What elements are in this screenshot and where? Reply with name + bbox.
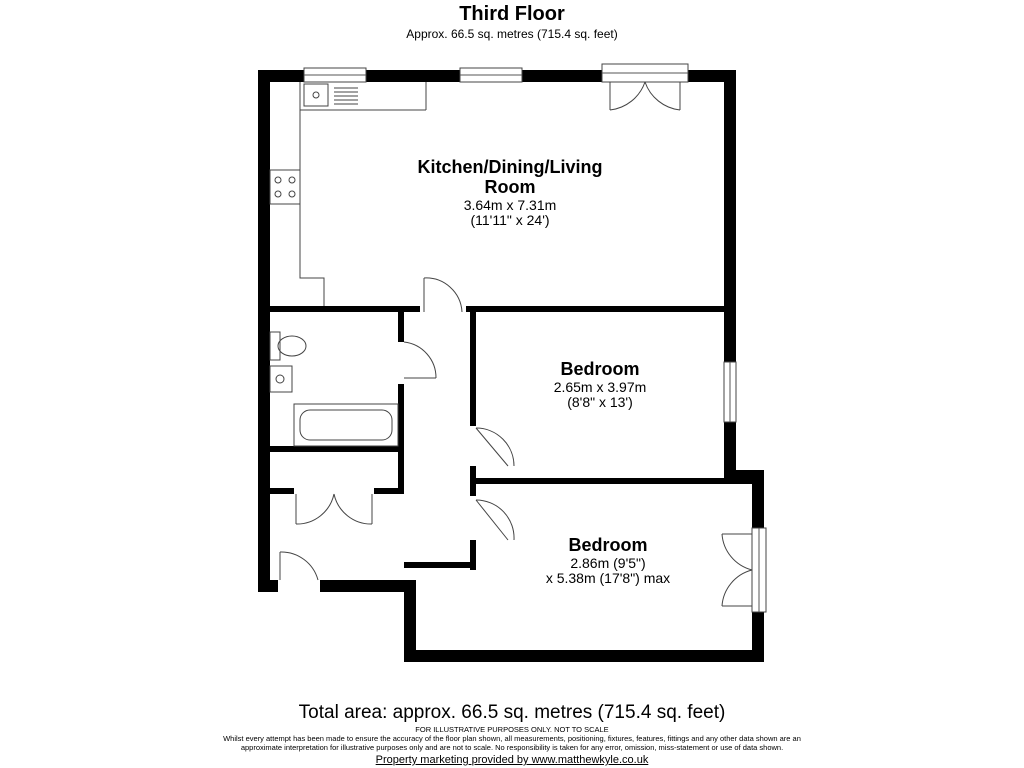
wall-bottom-left — [258, 580, 278, 592]
wall-bedroom2-corridor — [404, 562, 476, 568]
wall-kitchen-bottom-right — [466, 306, 730, 312]
bedroom2-name: Bedroom — [568, 535, 648, 555]
disclaimer-line2: approximate interpretation for illustrative purposes only and are not to scale. No responsibility is taken for any error, omission, miss-statement or use of data shown. — [240, 743, 784, 752]
wall-bathroom-bottom — [270, 446, 404, 452]
basin-icon — [270, 366, 292, 392]
wall-left — [258, 70, 270, 590]
bedroom1-label — [500, 360, 700, 411]
disclaimer-heading: FOR ILLUSTRATIVE PURPOSES ONLY. NOT TO SCALE — [415, 725, 609, 734]
wall-bedroom1-left-top — [470, 306, 476, 426]
floor-area-subtitle: Approx. 66.5 sq. metres (715.4 sq. feet) — [406, 27, 618, 41]
wall-bottom-step — [320, 580, 416, 592]
wall-cupboard-left — [270, 488, 294, 494]
entrance-gap — [278, 578, 320, 594]
drainer — [334, 88, 358, 104]
wall-bottom — [404, 650, 764, 662]
bedroom1-dim-metric: 2.65m x 3.97m — [553, 378, 647, 395]
kitchen-name-line2: Room — [484, 176, 536, 197]
kitchen-dim-imperial: (11'11" x 24') — [470, 211, 550, 228]
wall-bedroom1-bottom — [470, 478, 762, 484]
sink-icon — [304, 84, 328, 106]
balcony-doors — [610, 82, 680, 110]
wall-kitchen-bottom-left — [270, 306, 420, 312]
kitchen-dim-metric: 3.64m x 7.31m — [463, 196, 557, 213]
wall-bathroom-right-top — [398, 312, 404, 342]
kitchen-name-line1: Kitchen/Dining/Living — [417, 157, 603, 177]
hob-icon — [270, 170, 300, 204]
wall-bathroom-right-bottom — [398, 384, 404, 494]
bedroom1-dim-imperial: (8'8" x 13') — [567, 394, 633, 411]
windows — [278, 64, 766, 612]
credit-line[interactable] — [0, 754, 1024, 766]
bedroom1-name: Bedroom — [560, 359, 640, 379]
total-area: Total area: approx. 66.5 sq. metres (715.4 sq. feet) — [298, 702, 726, 723]
kitchen-label — [360, 158, 660, 228]
disclaimer-line1: Whilst every attempt has been made to ensure the accuracy of the floor plan shown, all measurements, positioning, fixtures, features, fittings and any other data shown are an — [223, 734, 801, 743]
floor-title: Third Floor — [459, 3, 565, 25]
credit-link[interactable]: Property marketing provided by www.matthewkyle.co.uk — [375, 754, 649, 766]
bedroom2-label — [500, 536, 716, 587]
interior-walls — [270, 306, 762, 570]
wall-cupboard-right — [374, 488, 404, 494]
toilet-icon — [278, 336, 306, 356]
wall-bottom-left-vertical — [404, 580, 416, 662]
bedroom2-dim-metric: 2.86m (9'5") — [570, 554, 646, 571]
bathroom-fixtures — [270, 332, 398, 446]
bedroom2-dim-imperial: x 5.38m (17'8") max — [545, 570, 671, 587]
